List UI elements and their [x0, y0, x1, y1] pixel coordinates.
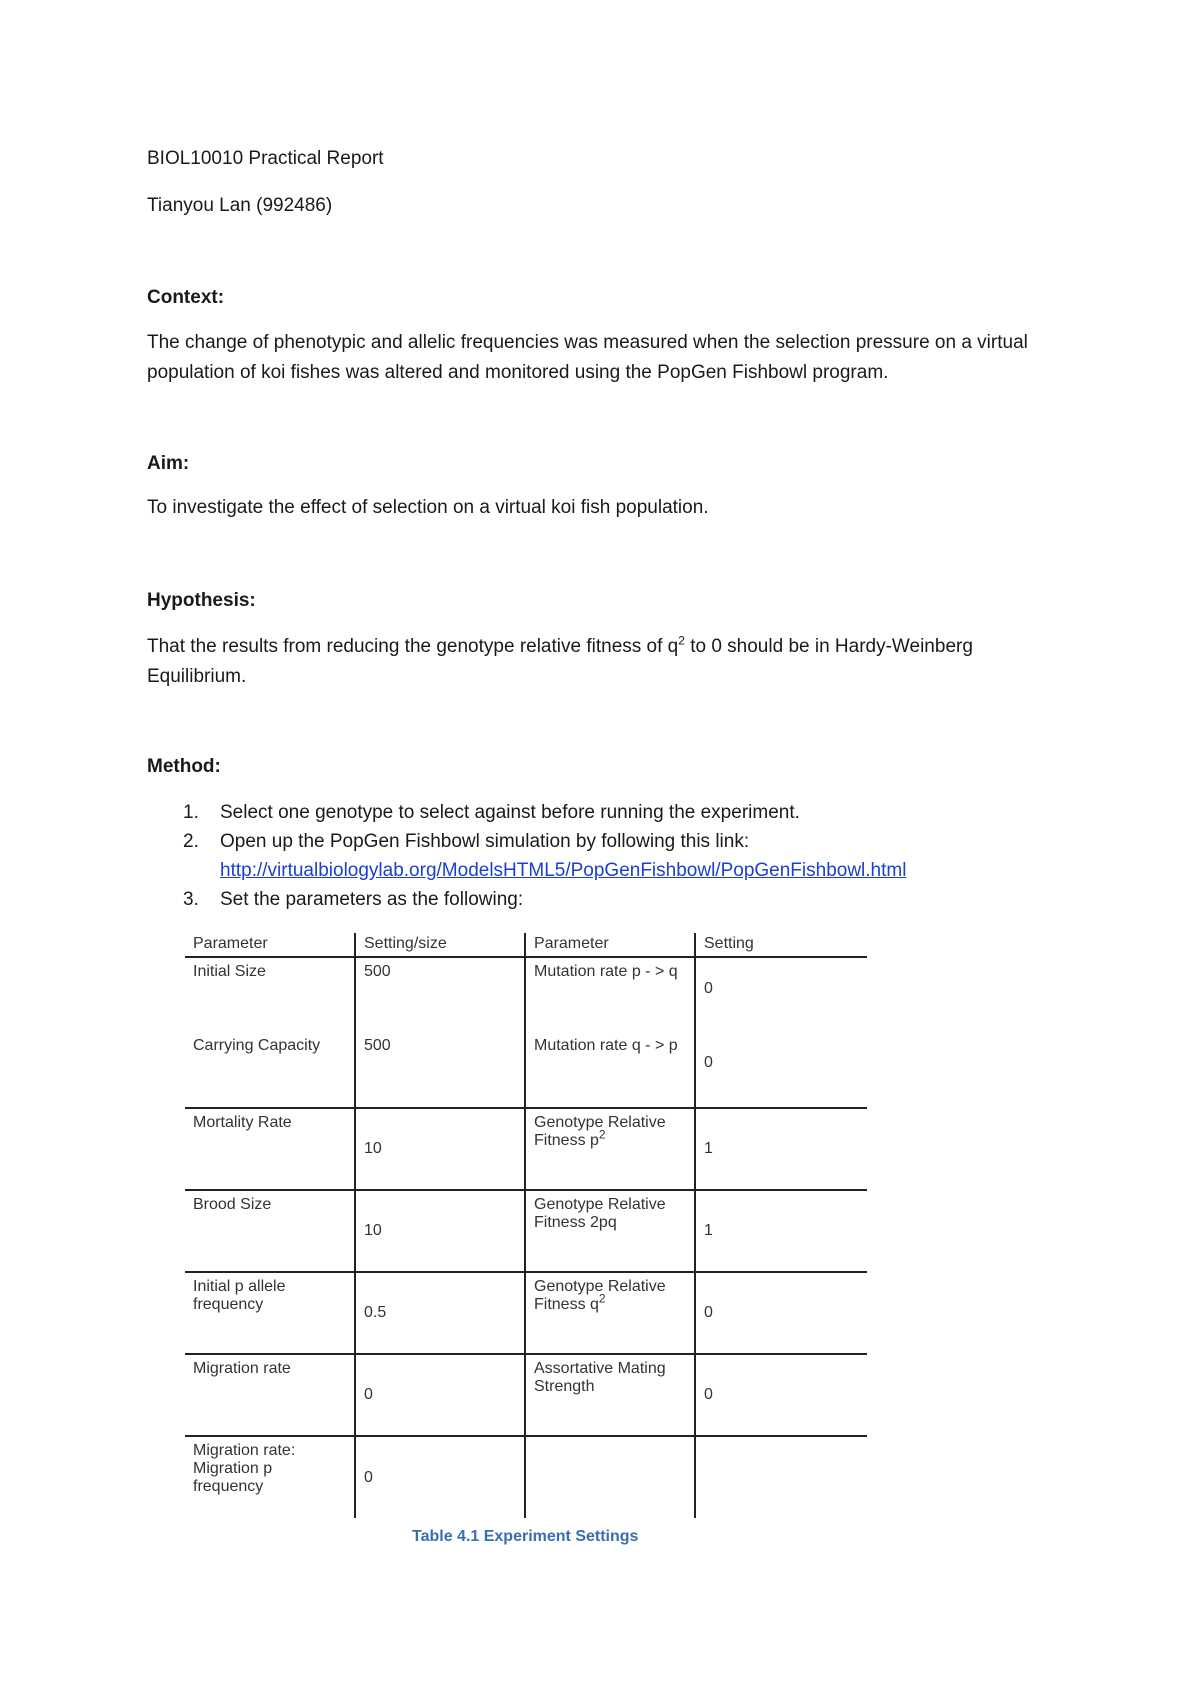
method-heading: Method: — [147, 756, 221, 777]
table-cell: Migration rate: Migration p frequency — [193, 1442, 296, 1495]
method-step: 3. Set the parameters as the following: — [183, 889, 524, 910]
column-header: Setting — [695, 933, 867, 957]
table-cell: Genotype Relative Fitness $p^2$ — [525, 1108, 695, 1190]
table-cell: 500 — [355, 1032, 525, 1108]
table-cell: Initial Size — [193, 963, 266, 980]
table-cell: 0 — [695, 1032, 867, 1108]
column-header: Parameter — [185, 933, 355, 957]
method-step: 2. Open up the PopGen Fishbowl simulation by following this link: http://virtualbiologylab.org/ModelsHTML5/PopGenFishbowl/PopGenFishbowl.html — [183, 831, 907, 881]
course-title: BIOL10010 Practical Report — [147, 148, 384, 169]
table-cell: Genotype Relative Fitness 2pq — [525, 1190, 695, 1272]
table-cell: 10 — [355, 1108, 525, 1190]
table-cell: Migration rate — [185, 1354, 355, 1436]
table-cell: 0 — [355, 1436, 525, 1518]
table-cell: 500 — [355, 957, 525, 1032]
aim-text: To investigate the effect of selection on a virtual koi fish population. — [147, 497, 709, 518]
method-step: 1. Select one genotype to select against before running the experiment. — [183, 802, 800, 823]
column-header: Parameter — [525, 933, 695, 957]
table-row — [185, 957, 867, 1032]
table-row — [185, 1032, 867, 1108]
table-cell — [695, 1436, 867, 1518]
table-cell: Mutation rate p - > q — [525, 957, 695, 1032]
table-cell: Brood Size — [185, 1190, 355, 1272]
table-cell: 1 — [695, 1108, 867, 1190]
table-caption: Table 4.1 Experiment Settings — [412, 1528, 639, 1545]
hypothesis-heading: Hypothesis: — [147, 590, 256, 611]
table-row — [185, 1272, 867, 1354]
table-row — [185, 1354, 867, 1436]
context-text: The change of phenotypic and allelic frequencies was measured when the selection pressure on a virtual population of koi fishes was altered and monitored using the PopGen Fishbowl program. — [147, 332, 1028, 383]
table-row — [185, 1436, 867, 1518]
table-cell: Initial p allele frequency — [185, 1272, 355, 1354]
table-cell: 0 — [695, 957, 867, 1032]
table-cell: 1 — [695, 1190, 867, 1272]
table-cell: Carrying Capacity — [185, 1032, 355, 1108]
table-cell: 0 — [355, 1354, 525, 1436]
method-steps — [147, 798, 1047, 914]
experiment-settings-table — [185, 933, 867, 1518]
table-row — [185, 1108, 867, 1190]
table-cell: Assortative Mating Strength — [525, 1354, 695, 1436]
table-cell: Mortality Rate — [185, 1108, 355, 1190]
table-cell: Genotype Relative Fitness $q^2$ — [525, 1272, 695, 1354]
author-line: Tianyou Lan (992486) — [147, 195, 333, 216]
table-cell: 0 — [695, 1354, 867, 1436]
table-cell: 0.5 — [355, 1272, 525, 1354]
table-cell: Mutation rate q - > p — [525, 1032, 695, 1108]
table-cell: 0 — [695, 1272, 867, 1354]
column-header: Setting/size — [355, 933, 525, 957]
context-heading: Context: — [147, 287, 225, 308]
aim-heading: Aim: — [147, 453, 190, 474]
simulation-link[interactable]: http://virtualbiologylab.org/ModelsHTML5/PopGenFishbowl/PopGenFishbowl.html — [220, 860, 907, 881]
table-row — [185, 1190, 867, 1272]
table-cell — [525, 1436, 695, 1518]
table-cell: 10 — [355, 1190, 525, 1272]
table-header-row — [185, 933, 867, 957]
hypothesis-text: That the results from reducing the genotype relative fitness of $q^2$ to 0 should be in Hardy-Weinberg Equilibrium. — [147, 633, 973, 687]
